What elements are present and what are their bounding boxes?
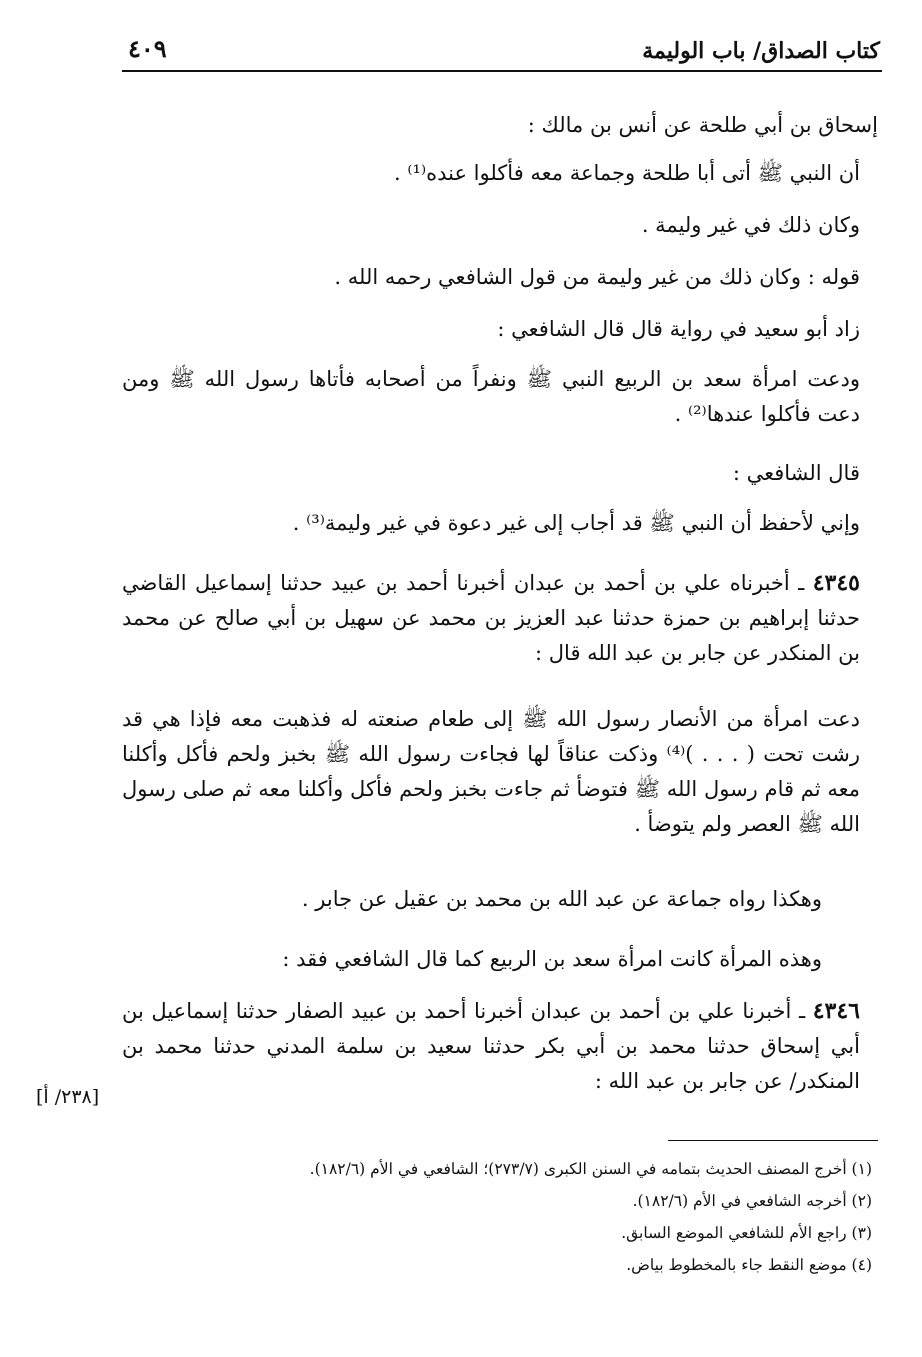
hadith-isnad: ـ أخبرنا علي بن أحمد بن عبدان أخبرنا أحمد بن عبيد الصفار حدثنا إسماعيل بن أبي إسحاق حدثنا محمد بن أبي بكر حدثنا سعيد بن سلمة المدني حدثنا محمد بن المنكدر/ عن جابر بن عبد الله : — [122, 999, 860, 1093]
page-number: ٤٠٩ — [128, 34, 167, 63]
manuscript-folio-ref: [٢٣٨/ أ] — [36, 1086, 100, 1108]
body-paragraph: أن النبي ﷺ أتى أبا طلحة وجماعة معه فأكلوا عنده⁽¹⁾ . — [394, 161, 860, 185]
hadith-number: ٤٣٤٦ — [812, 998, 860, 1024]
body-paragraph: وإني لأحفظ أن النبي ﷺ قد أجاب إلى غير دعوة في غير وليمة⁽³⁾ . — [292, 511, 860, 535]
body-paragraph: دعت امرأة من الأنصار رسول الله ﷺ إلى طعام صنعته له فذهبت معه فإذا هي قد رشت تحت ( . . . )⁽⁴⁾ وذكت عناقاً لها فجاءت رسول الله ﷺ بخبز ولحم فأكل وأكلنا معه ثم قام رسول الله ﷺ فتوضأ ثم جاءت بخبز ولحم فأكل وأكلنا معه ثم صلى رسول الله ﷺ العصر ولم يتوضأ . — [122, 707, 861, 836]
body-paragraph: قال الشافعي : — [732, 461, 860, 485]
body-paragraph: ودعت امرأة سعد بن الربيع النبي ﷺ ونفراً من أصحابه فأتاها رسول الله ﷺ ومن دعت فأكلوا عندها⁽²⁾ . — [122, 367, 860, 426]
body-paragraph: وهذه المرأة كانت امرأة سعد بن الربيع كما قال الشافعي فقد : — [282, 947, 822, 971]
footnote: (٢) أخرجه الشافعي في الأم (١٨٢/٦). — [632, 1192, 872, 1210]
hadith-4345 — [122, 566, 860, 671]
footnote: (١) أخرج المصنف الحديث بتمامه في السنن الكبرى (٢٧٣/٧)؛ الشافعي في الأم (١٨٢/٦). — [309, 1160, 872, 1178]
body-paragraph: وهكذا رواه جماعة عن عبد الله بن محمد بن عقيل عن جابر . — [301, 887, 822, 911]
body-paragraph: زاد أبو سعيد في رواية قال قال الشافعي : — [497, 317, 860, 341]
hadith-isnad: ـ أخبرناه علي بن أحمد بن عبدان أخبرنا أحمد بن عبيد حدثنا إسماعيل القاضي حدثنا إبراهيم بن حمزة حدثنا عبد العزيز بن محمد عن سهيل بن أبي صالح عن محمد بن المنكدر عن جابر بن عبد الله قال : — [122, 571, 860, 665]
hadith-number: ٤٣٤٥ — [812, 570, 860, 596]
footnote: (٣) راجع الأم للشافعي الموضع السابق. — [621, 1224, 872, 1242]
hadith-4346 — [122, 994, 860, 1099]
body-paragraph: وكان ذلك في غير وليمة . — [641, 213, 860, 237]
running-head-title: كتاب الصداق/ باب الوليمة — [642, 38, 880, 64]
body-paragraph: إسحاق بن أبي طلحة عن أنس بن مالك : — [527, 113, 878, 137]
footnote: (٤) موضع النقط جاء بالمخطوط بياض. — [626, 1256, 872, 1274]
body-paragraph: قوله : وكان ذلك من غير وليمة من قول الشافعي رحمه الله . — [334, 265, 860, 289]
footnote-divider — [668, 1140, 878, 1141]
header-divider — [122, 70, 882, 72]
